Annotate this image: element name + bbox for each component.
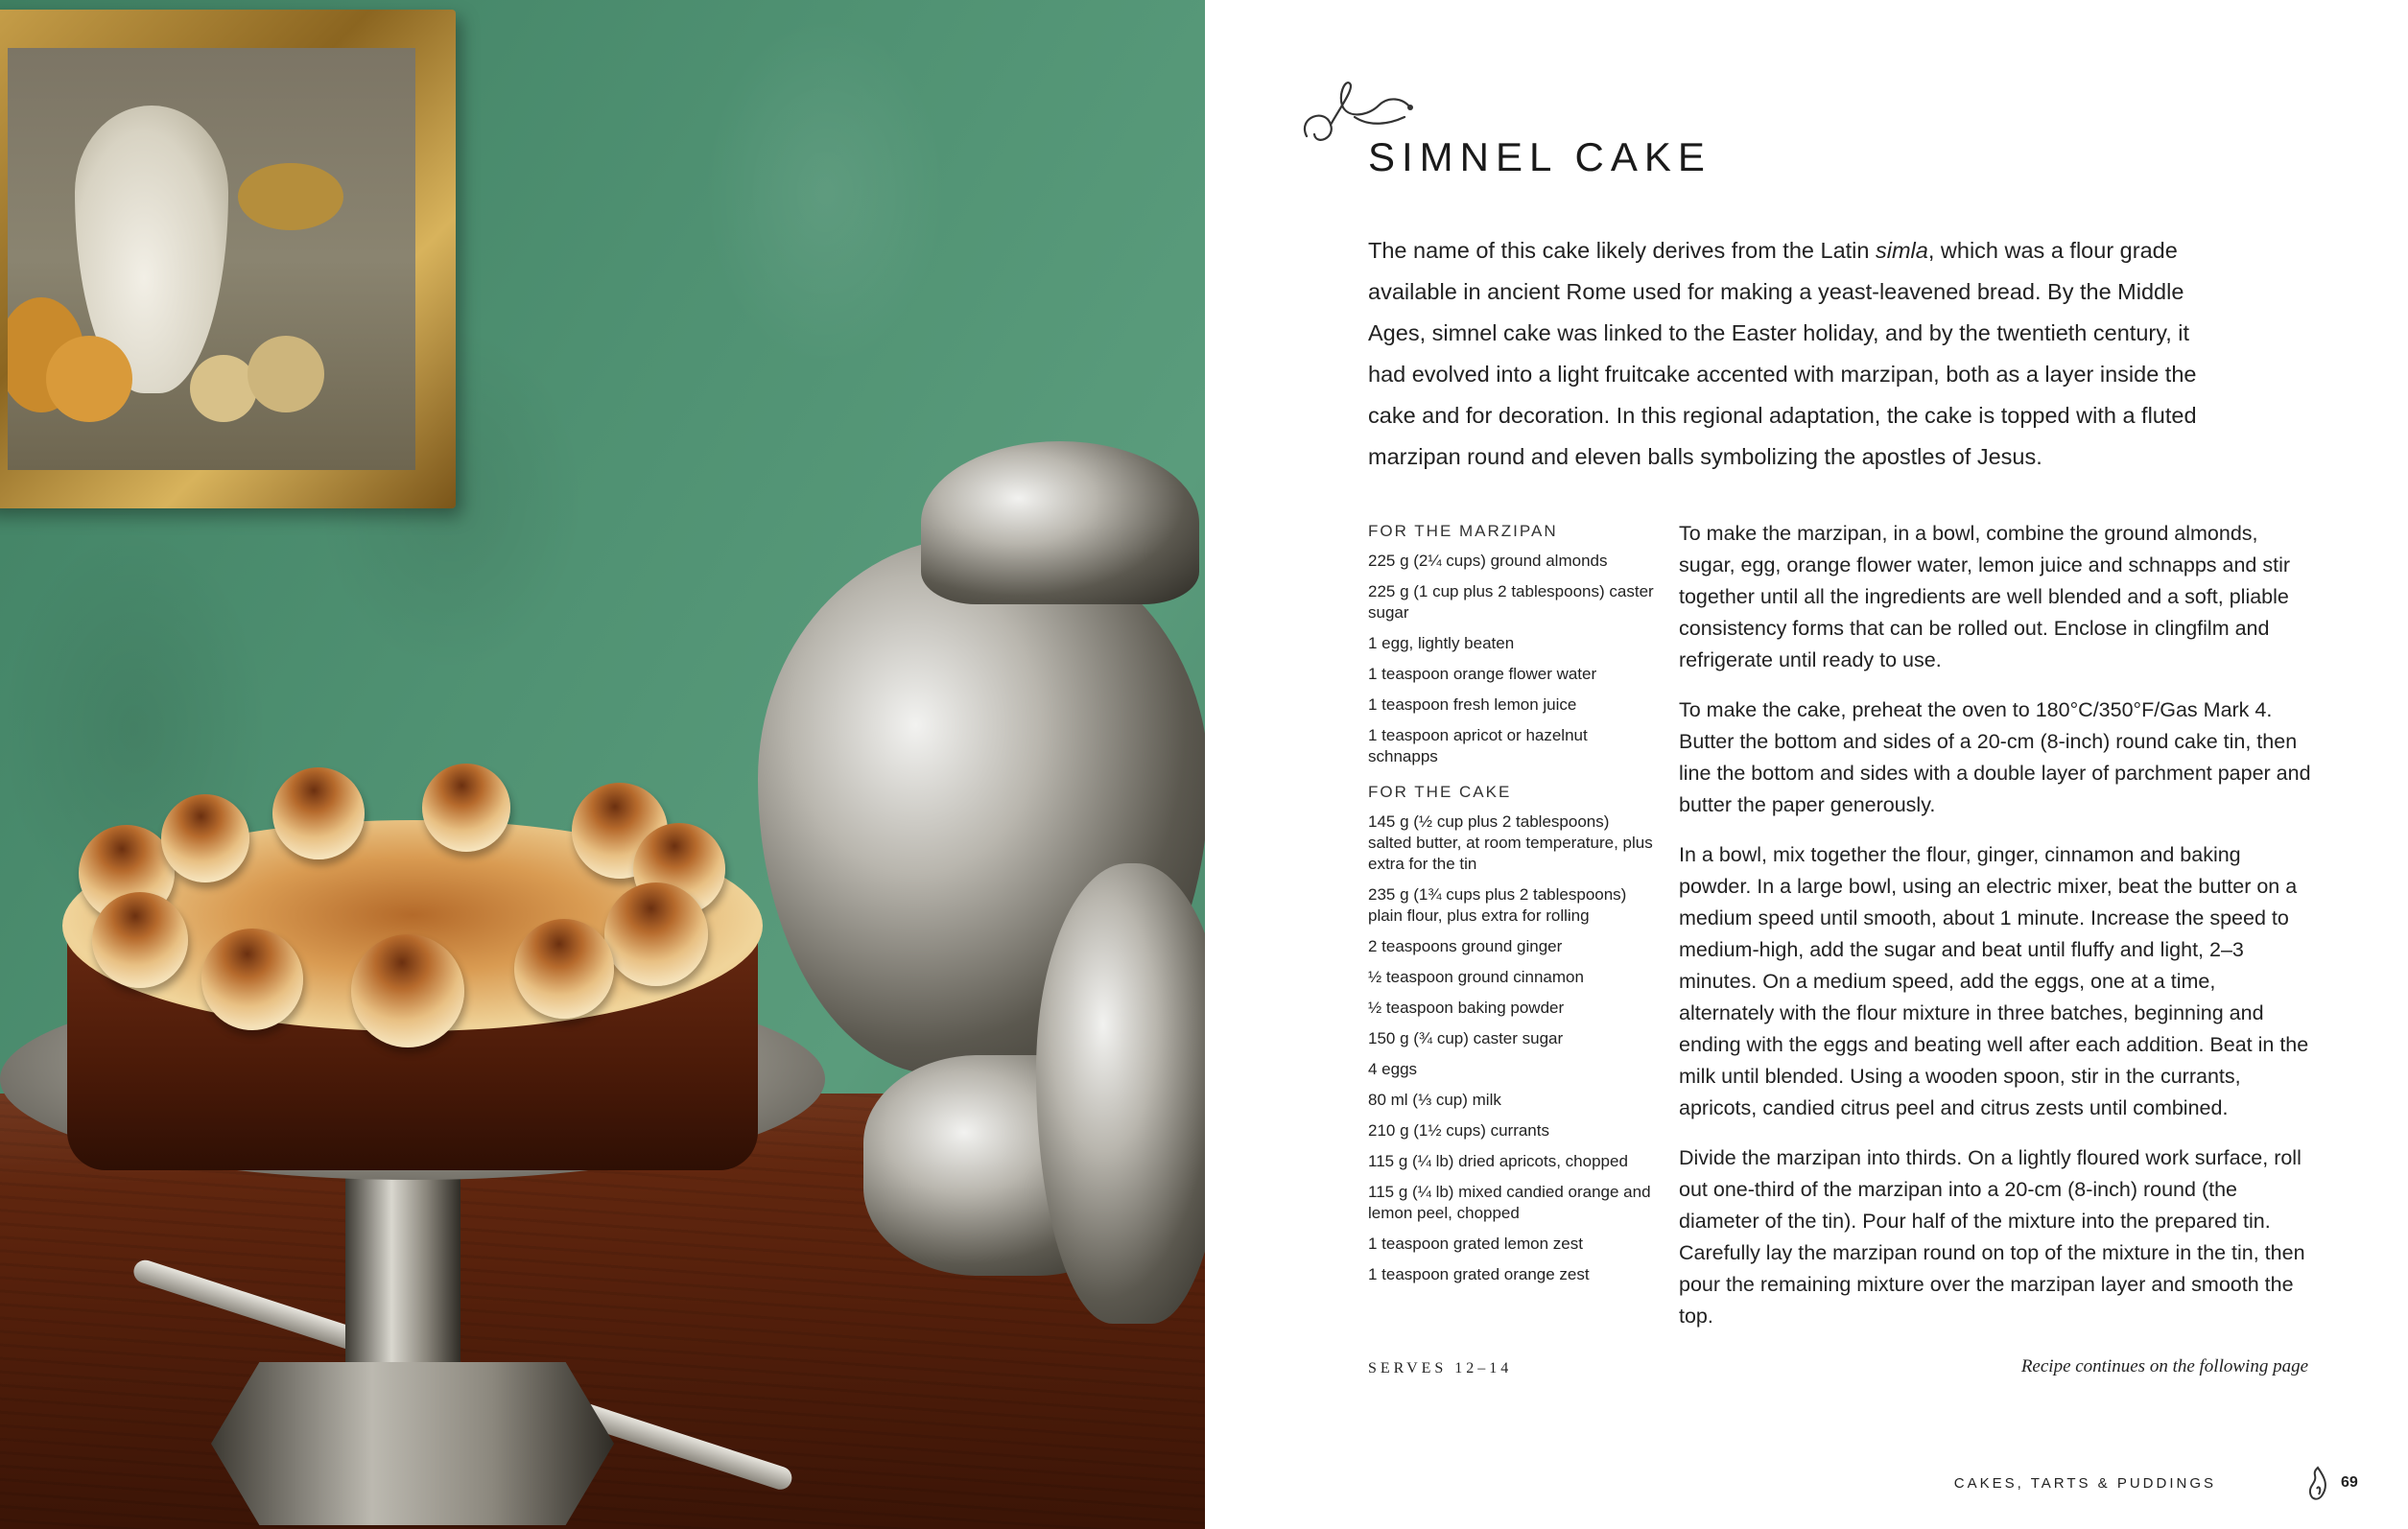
cake-ingredient-list <box>1368 812 1656 1285</box>
ingredient-item: ½ teaspoon ground cinnamon <box>1368 968 1584 986</box>
section-title: CAKES, TARTS & PUDDINGS <box>1953 1475 2216 1492</box>
method-step: Divide the marzipan into thirds. On a lightly floured work surface, roll out one-third of the marzipan into a 20-cm (8-inch) round (the diameter of the tin). Pour half of the mixture into the prepared tin. Carefully lay the marzipan round on top of the mixture in the tin, then pour the remaining mixture over the marzipan layer and smooth the top. <box>1679 1146 2305 1328</box>
continues-note: Recipe continues on the following page <box>2020 1356 2308 1376</box>
ingredient-item: 80 ml (⅓ cup) milk <box>1368 1091 1501 1109</box>
method-step: To make the cake, preheat the oven to 180°C/350°F/Gas Mark 4. Butter the bottom and sides of a 20-cm (8-inch) round cake tin, then line the bottom and sides with a double layer of parchment paper and butter the paper generously. <box>1679 698 2311 816</box>
ingredient-item: 1 teaspoon orange flower water <box>1368 665 1597 683</box>
method-step: In a bowl, mix together the flour, ginger, cinnamon and baking powder. In a large bowl, using an electric mixer, beat the butter on a medium speed until smooth, about 1 minute. Increase the speed to medium-high, add the sugar and beat until fluffy and light, 2–3 minutes. On a medium speed, add the eggs, one at a time, alternately with the flour mixture in three batches, beginning and ending with the eggs and beating well after each addition. Beat in the milk until blended. Using a wooden spoon, stir in the currants, apricots, candied citrus peel and citrus zests until combined. <box>1679 843 2309 1119</box>
marzipan-ingredient-list <box>1368 551 1656 767</box>
ingredient-item: 1 teaspoon grated orange zest <box>1368 1265 1590 1283</box>
painted-grapes <box>190 355 257 422</box>
cake-heading: FOR THE CAKE <box>1368 783 1512 801</box>
serves-label: SERVES 12–14 <box>1368 1360 1513 1376</box>
cake-stand-base <box>211 1362 614 1525</box>
page-number: 69 <box>2341 1474 2358 1491</box>
teapot-lid <box>921 441 1199 604</box>
ingredient-item: 210 g (1½ cups) currants <box>1368 1121 1549 1140</box>
ingredient-item: 4 eggs <box>1368 1060 1418 1078</box>
painted-fruit <box>46 336 132 422</box>
silver-sugar-bowl <box>1036 863 1205 1324</box>
method-step: To make the marzipan, in a bowl, combine the ground almonds, sugar, egg, orange flower water, lemon juice and schnapps and stir together until all the ingredients are well blended and a soft, pliable consistency forms that can be rolled out. Enclose in clingfilm and refrigerate until ready to use. <box>1679 522 2291 671</box>
ingredient-item: 1 teaspoon fresh lemon juice <box>1368 695 1577 714</box>
marzipan-ball <box>272 767 365 859</box>
ingredient-item: 115 g (¼ lb) dried apricots, chopped <box>1368 1152 1628 1170</box>
marzipan-ball <box>201 929 303 1030</box>
flame-ornament-icon <box>2305 1466 2330 1504</box>
marzipan-ball <box>351 934 464 1047</box>
recipe-intro: The name of this cake likely derives from the Latin simla, which was a flour grade available in ancient Rome used for making a yeast-leavened bread. By the Middle Ages, simnel cake was linked to the Easter holiday, and by the twentieth century, it had evolved into a light fruitcake accented with marzipan, both as a layer inside the cake and for decoration. In this regional adaptation, the cake is topped with a fluted marzipan round and eleven balls symbolizing the apostles of Jesus. <box>1368 238 2197 469</box>
marzipan-ball <box>92 892 188 988</box>
still-life-painting <box>8 48 415 470</box>
ingredient-item: 145 g (½ cup plus 2 tablespoons) salted butter, at room temperature, plus extra for the tin <box>1368 812 1653 873</box>
italic-latin-word: simla <box>1876 238 1928 263</box>
ingredient-item: 1 teaspoon apricot or hazelnut schnapps <box>1368 726 1588 765</box>
ingredient-item: 225 g (2¼ cups) ground almonds <box>1368 552 1608 570</box>
ingredient-item: 115 g (¼ lb) mixed candied orange and lemon peel, chopped <box>1368 1183 1651 1222</box>
gilded-picture-frame <box>0 10 456 508</box>
marzipan-heading: FOR THE MARZIPAN <box>1368 522 1558 540</box>
ingredient-item: 1 teaspoon grated lemon zest <box>1368 1235 1583 1253</box>
ingredient-item: 225 g (1 cup plus 2 tablespoons) caster sugar <box>1368 582 1654 622</box>
marzipan-ball <box>514 919 614 1019</box>
ingredient-item: 2 teaspoons ground ginger <box>1368 937 1563 955</box>
method-column <box>1679 518 2312 1351</box>
ingredients-column <box>1368 522 1656 1295</box>
ingredient-item: ½ teaspoon baking powder <box>1368 999 1565 1017</box>
ingredient-item: 1 egg, lightly beaten <box>1368 634 1515 652</box>
marzipan-ball <box>604 882 708 986</box>
painted-grapes <box>248 336 324 412</box>
painted-fruit <box>238 163 343 230</box>
recipe-title: SIMNEL CAKE <box>1368 134 1712 179</box>
marzipan-ball <box>422 764 510 852</box>
ingredient-item: 235 g (1¾ cups plus 2 tablespoons) plain flour, plus extra for rolling <box>1368 885 1627 925</box>
ingredient-item: 150 g (¾ cup) caster sugar <box>1368 1029 1564 1047</box>
marzipan-ball <box>161 794 249 882</box>
